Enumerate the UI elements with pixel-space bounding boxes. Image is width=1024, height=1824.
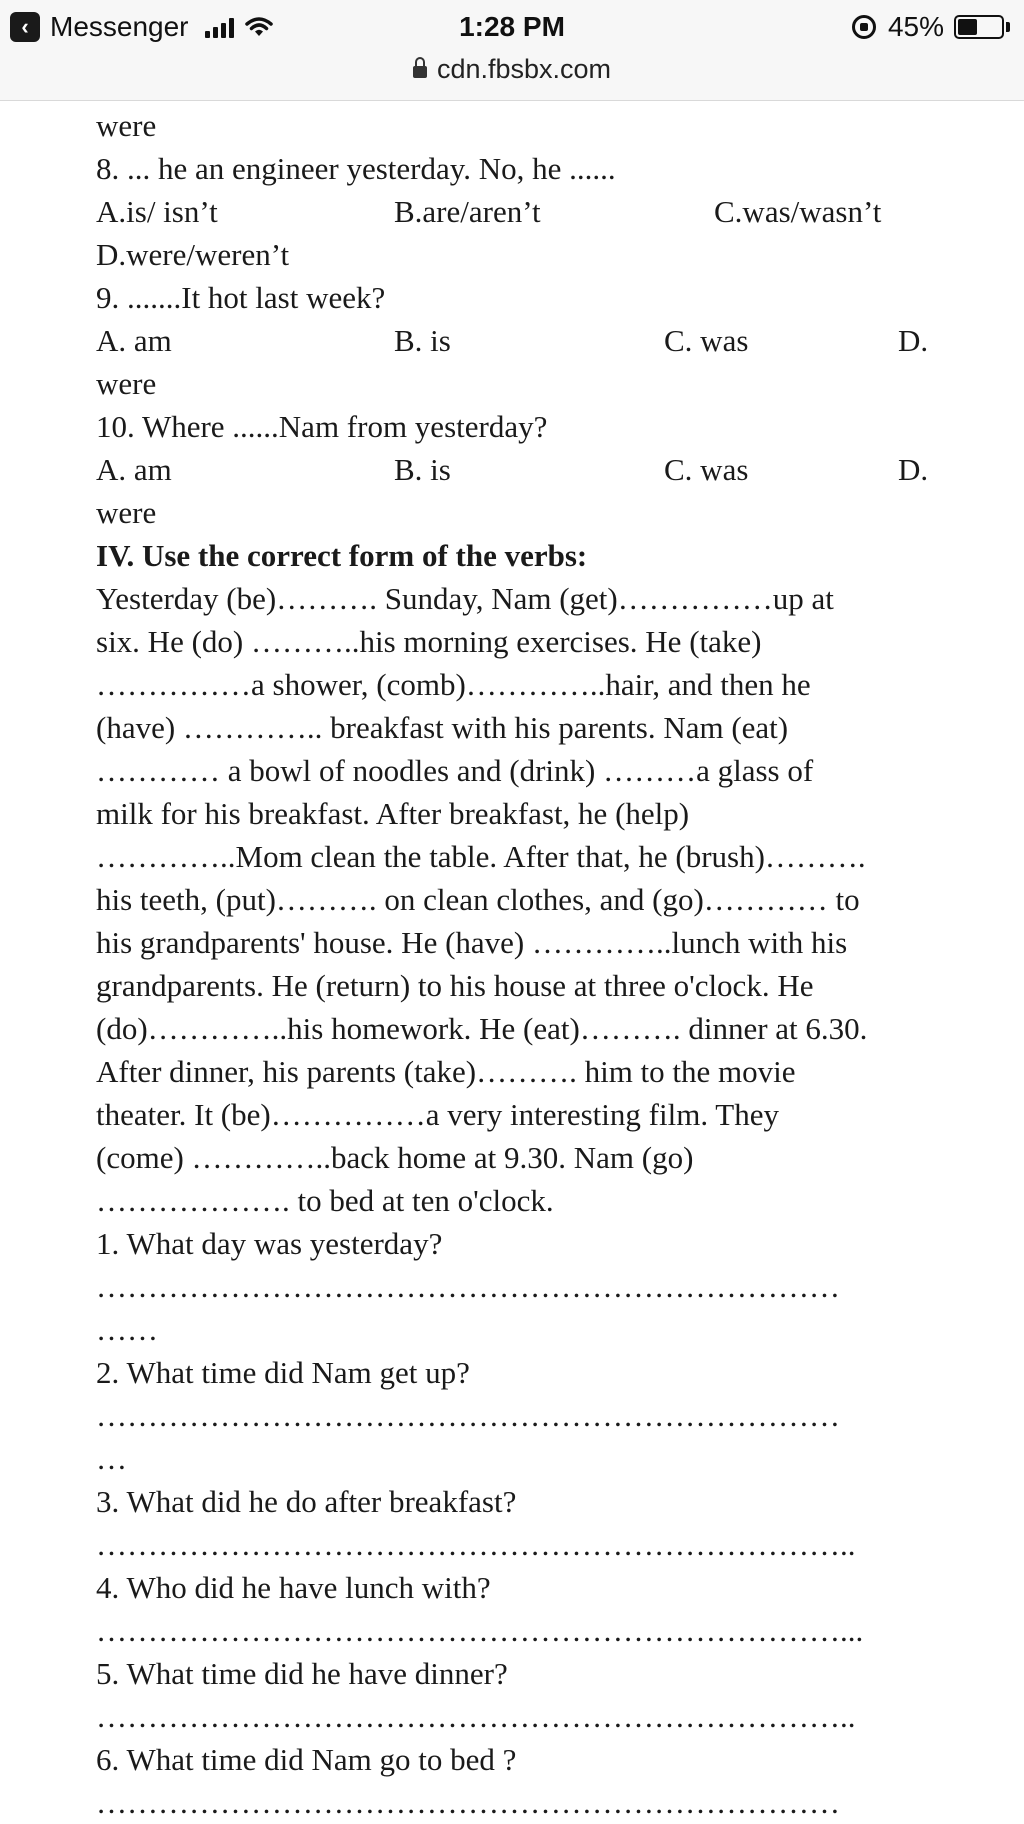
option-continuation: were: [96, 108, 157, 143]
option-a: A. am: [96, 323, 172, 358]
answer-blank: ………………………………………………………………: [96, 1398, 840, 1433]
passage-line: milk for his breakfast. After breakfast, he (help): [96, 796, 690, 831]
battery-level: [958, 19, 977, 35]
passage-line: theater. It (be)……………a very interesting film. They: [96, 1097, 779, 1132]
question-9-options: [96, 319, 996, 362]
passage-line: …………..Mom clean the table. After that, he (brush)……….: [96, 839, 866, 874]
passage-line: ………… a bowl of noodles and (drink) ………a glass of: [96, 753, 814, 788]
rotation-lock-icon: [852, 15, 876, 39]
option-d: D.were/weren’t: [96, 237, 290, 272]
option-d: D.: [898, 452, 929, 487]
battery-percentage: 45%: [887, 11, 944, 42]
passage-line: After dinner, his parents (take)………. him to the movie: [96, 1054, 796, 1089]
answer-blank: ………………………………………………………………: [96, 1269, 840, 1304]
answer-blank: ………………………………………………………………..: [96, 1527, 856, 1562]
answer-blank: ………………………………………………………………: [96, 1785, 840, 1820]
passage-line: six. He (do) ………..his morning exercises. He (take): [96, 624, 762, 659]
question-10: 10. Where ......Nam from yesterday?: [96, 409, 548, 444]
passage-line: Yesterday (be)………. Sunday, Nam (get)……………up at: [96, 581, 834, 616]
worksheet: [96, 104, 996, 1824]
comprehension-question-2: 2. What time did Nam get up?: [96, 1355, 470, 1390]
back-arrow-icon[interactable]: ‹: [10, 12, 40, 42]
answer-blank: ………………………………………………………………...: [96, 1613, 864, 1648]
passage-line: (have) ………….. breakfast with his parents. Nam (eat): [96, 710, 789, 745]
option-c: C. was: [664, 452, 749, 487]
option-c: C.was/wasn’t: [714, 194, 882, 229]
option-b: B. is: [394, 323, 451, 358]
comprehension-question-1: 1. What day was yesterday?: [96, 1226, 443, 1261]
clock: 1:28 PM: [459, 11, 565, 42]
answer-blank: ………………………………………………………………..: [96, 1699, 856, 1734]
question-9: 9. .......It hot last week?: [96, 280, 386, 315]
battery-icon: [954, 15, 1004, 39]
section-heading: IV. Use the correct form of the verbs:: [96, 538, 588, 573]
padlock-icon: [413, 66, 427, 78]
passage-line: (do)…………..his homework. He (eat)………. dinner at 6.30.: [96, 1011, 868, 1046]
passage-line: his teeth, (put)………. on clean clothes, and (go)………… to: [96, 882, 860, 917]
address-bar[interactable]: [0, 50, 1024, 88]
comprehension-question-4: 4. Who did he have lunch with?: [96, 1570, 491, 1605]
passage-line: ……………a shower, (comb)…………..hair, and then he: [96, 667, 811, 702]
option-d: D.: [898, 323, 929, 358]
option-continuation: were: [96, 495, 157, 530]
option-a: A.is/ isn’t: [96, 194, 218, 229]
passage-line: his grandparents' house. He (have) …………..lunch with his: [96, 925, 848, 960]
url-text[interactable]: cdn.fbsbx.com: [436, 53, 612, 84]
passage-line: ………………. to bed at ten o'clock.: [96, 1183, 554, 1218]
status-right: [852, 8, 1010, 46]
option-continuation: were: [96, 366, 157, 401]
option-b: B.are/aren’t: [394, 194, 541, 229]
passage-line: grandparents. He (return) to his house at three o'clock. He: [96, 968, 814, 1003]
passage-line: (come) …………..back home at 9.30. Nam (go): [96, 1140, 694, 1175]
question-8-options: [96, 190, 996, 233]
back-app-label[interactable]: Messenger: [50, 11, 189, 42]
answer-blank-continuation: ……: [96, 1312, 158, 1347]
option-c: C. was: [664, 323, 749, 358]
question-10-options: [96, 448, 996, 491]
option-b: B. is: [394, 452, 451, 487]
answer-blank-continuation: …: [96, 1441, 127, 1476]
comprehension-question-3: 3. What did he do after breakfast?: [96, 1484, 517, 1519]
comprehension-question-6: 6. What time did Nam go to bed ?: [96, 1742, 517, 1777]
option-a: A. am: [96, 452, 172, 487]
battery-tip: [1006, 22, 1010, 32]
comprehension-question-5: 5. What time did he have dinner?: [96, 1656, 508, 1691]
status-bar: [0, 0, 1024, 101]
question-8: 8. ... he an engineer yesterday. No, he ......: [96, 151, 616, 186]
